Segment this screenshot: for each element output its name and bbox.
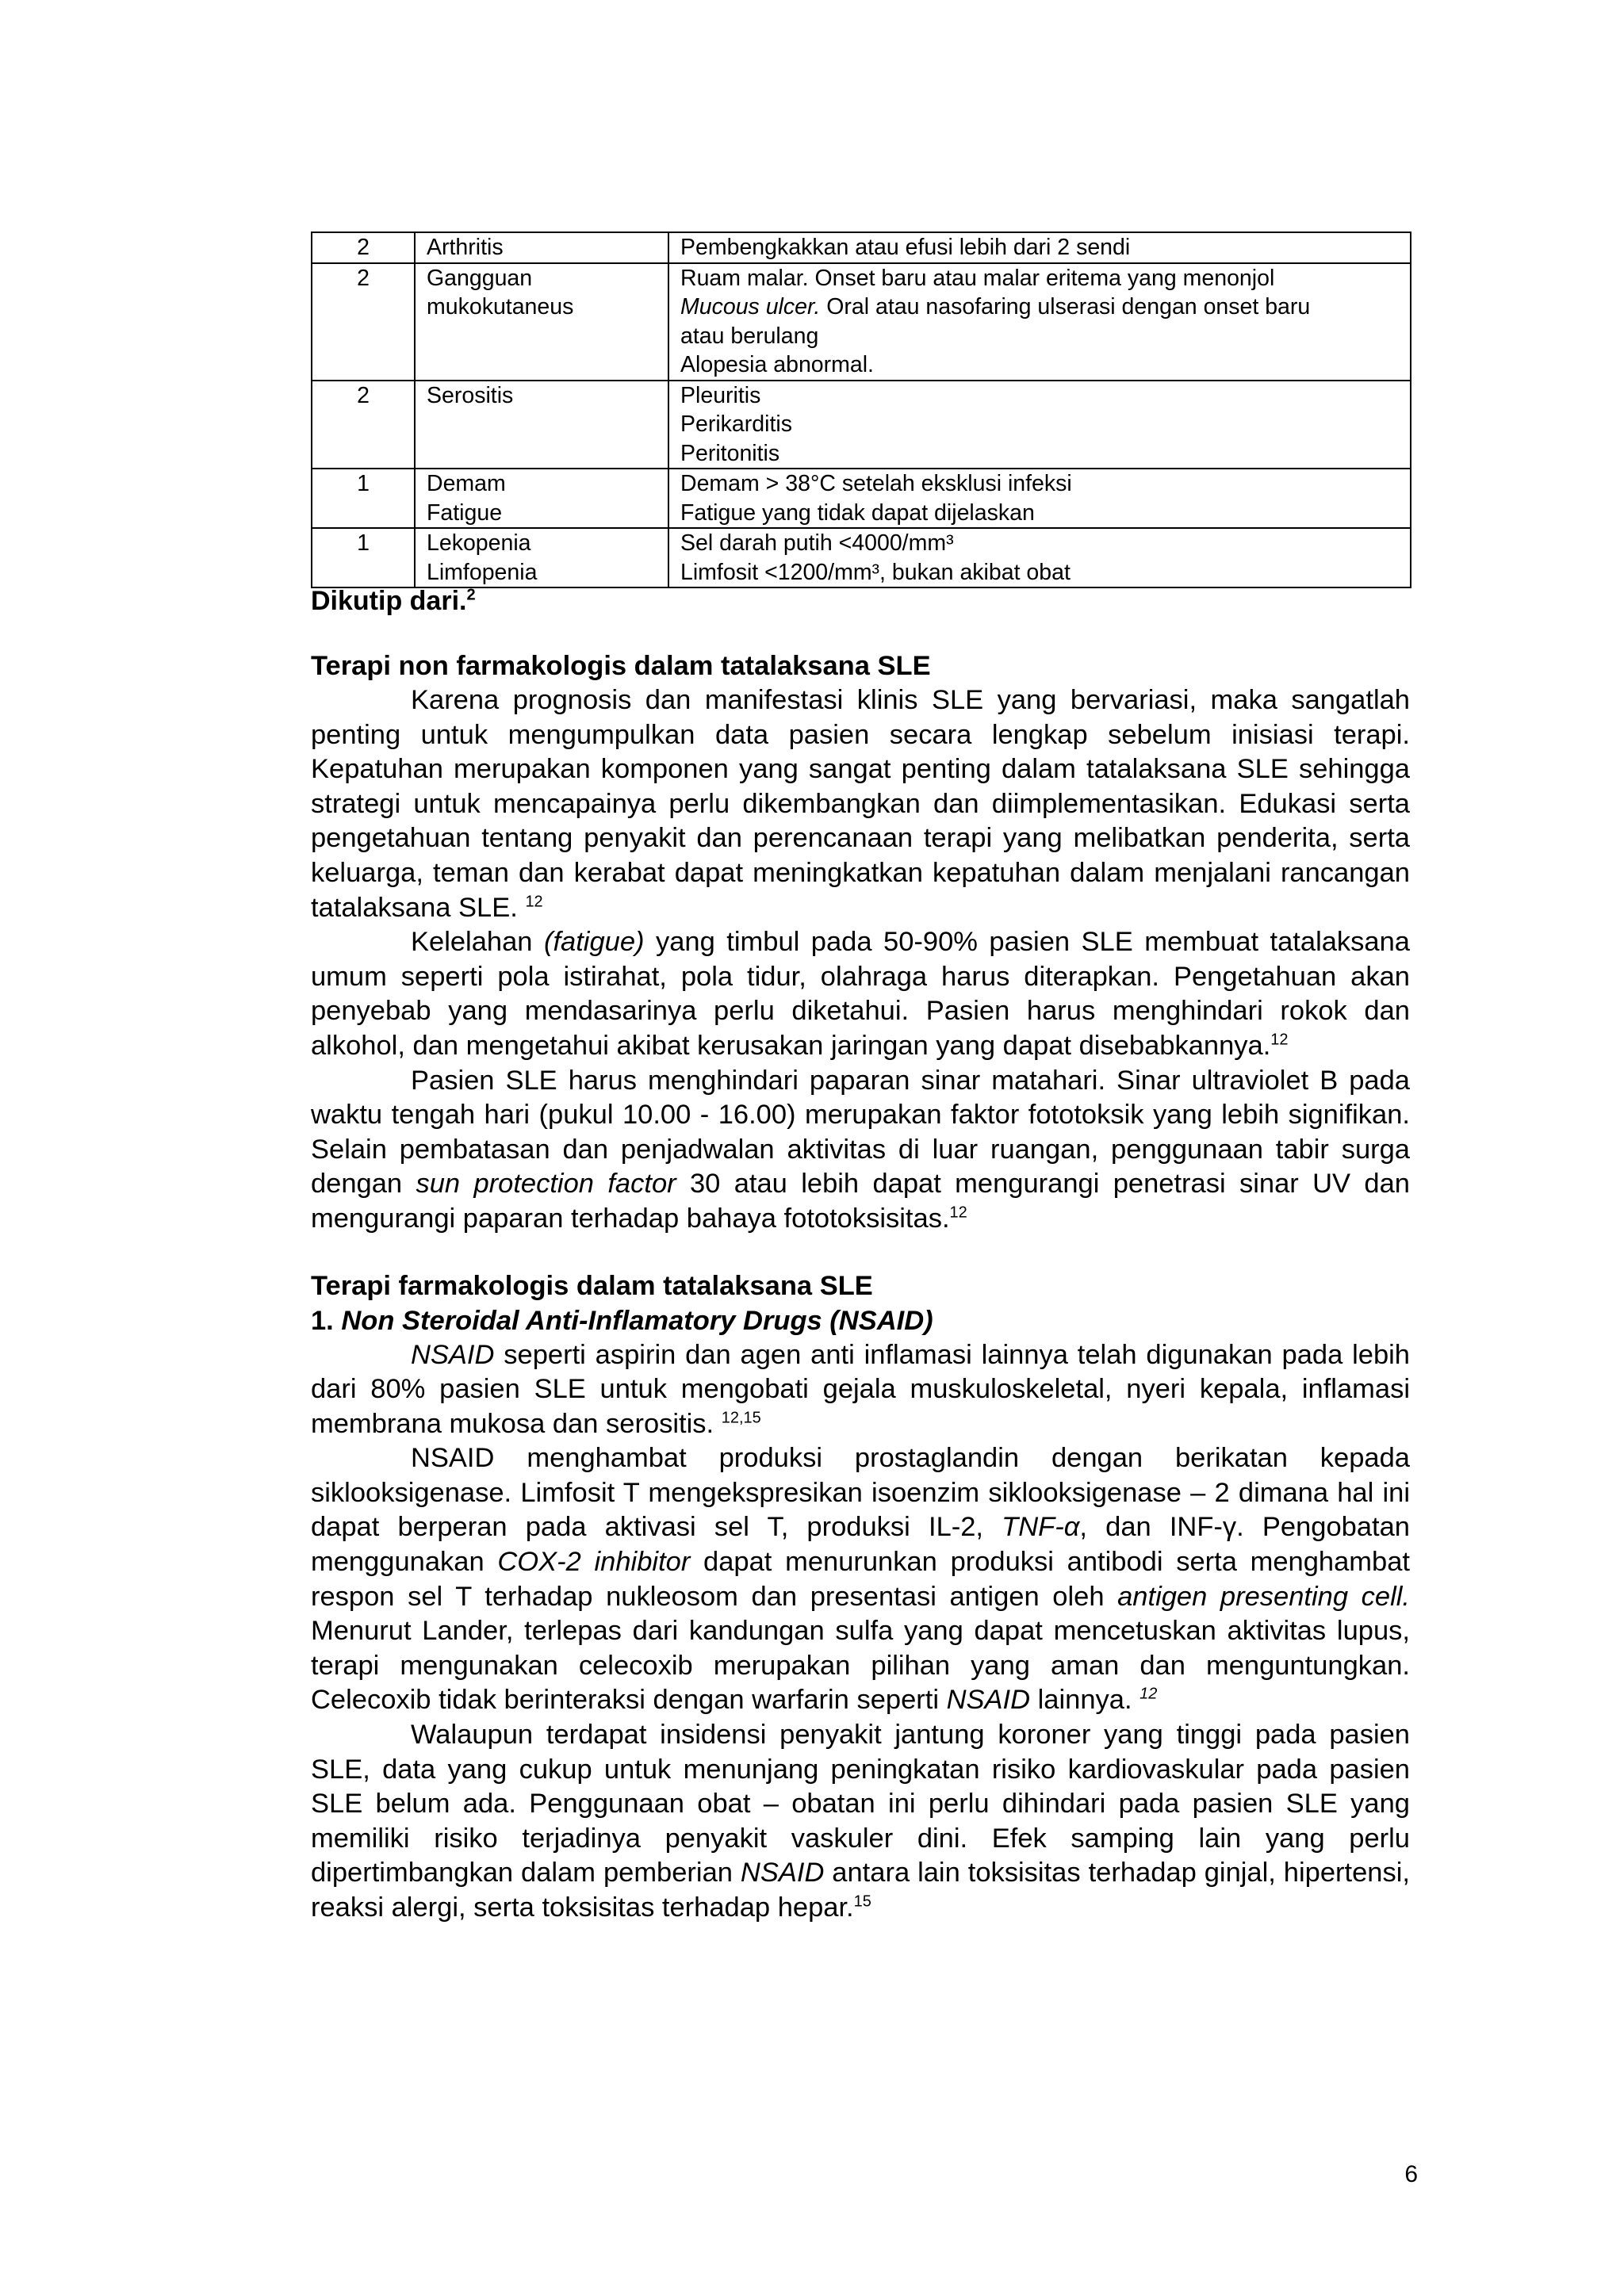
weight-cell: 1	[312, 469, 415, 528]
subsection-heading-nsaid: 1. Non Steroidal Anti-Inflamatory Drugs (NSAID)	[311, 1305, 933, 1336]
definition-cell: Pembengkakkan atau efusi lebih dari 2 sendi	[668, 232, 1411, 263]
table-row	[312, 232, 1411, 263]
paragraph: Walaupun terdapat insidensi penyakit jantung koroner yang tinggi pada pasien SLE, data yang cukup untuk menunjang peningkatan risiko kardiovaskular pada pasien SLE belum ada. Penggunaan obat – obatan ini perlu dihindari pada pasien SLE yang memiliki risiko terjadinya penyakit vaskuler dini. Efek samping lain yang perlu dipertimbangkan dalam pemberian NSAID antara lain toksisitas terhadap ginjal, hipertensi, reaksi alergi, serta toksisitas terhadap hepar.$^{15}$	[311, 1720, 1410, 1923]
weight-cell: 2	[312, 263, 415, 381]
criterion-cell: Lekopenia Limfopenia	[415, 528, 668, 587]
section-heading-non-pharmacological: Terapi non farmakologis dalam tatalaksana SLE	[311, 651, 931, 681]
table-row	[312, 469, 1411, 528]
weight-cell: 2	[312, 232, 415, 263]
table-citation: Dikutip dari.$^2$	[311, 586, 476, 616]
page-content	[311, 232, 1410, 1926]
mucous-ulcer-line: Mucous ulcer. Oral atau nasofaring ulserasi dengan onset baru	[680, 294, 1311, 320]
paragraph: Karena prognosis dan manifestasi klinis SLE yang bervariasi, maka sangatlah penting untuk mengumpulkan data pasien secara lengkap sebelum inisiasi terapi. Kepatuhan merupakan komponen yang sangat penting dalam tatalaksana SLE sehingga strategi untuk mencapainya perlu dikembangkan dan diimplementasikan. Edukasi serta pengetahuan tentang penyakit dan perencanaan terapi yang melibatkan penderita, serta keluarga, teman dan kerabat dapat meningkatkan kepatuhan dalam menjalani rancangan tatalaksana SLE. $^{12}$	[311, 685, 1410, 923]
paragraph: Pasien SLE harus menghindari paparan sinar matahari. Sinar ultraviolet B pada waktu tengah hari (pukul 10.00 - 16.00) merupakan faktor fototoksik yang lebih signifikan. Selain pembatasan dan penjadwalan aktivitas di luar ruangan, penggunaan tabir surga dengan sun protection factor 30 atau lebih dapat mengurangi penetrasi sinar UV dan mengurangi paparan terhadap bahaya fototoksisitas.$^{12}$	[311, 1065, 1410, 1234]
table-row	[312, 381, 1411, 469]
criteria-table	[311, 232, 1411, 588]
definition-cell: Ruam malar. Onset baru atau malar eritema yang menonjol Mucous ulcer. Oral atau nasofaring ulserasi dengan onset baru atau berulang Alopesia abnormal.	[668, 263, 1411, 381]
weight-cell: 1	[312, 528, 415, 587]
criterion-cell: Gangguan mukokutaneus	[415, 263, 668, 381]
paragraph: NSAID seperti aspirin dan agen anti inflamasi lainnya telah digunakan pada lebih dari 80% pasien SLE untuk mengobati gejala muskuloskeletal, nyeri kepala, inflamasi membrana mukosa dan serositis. $^{12,15}$	[311, 1339, 1410, 1439]
paragraph: Kelelahan (fatigue) yang timbul pada 50-90% pasien SLE membuat tatalaksana umum seperti pola istirahat, pola tidur, olahraga harus diterapkan. Pengetahuan akan penyebab yang mendasarinya perlu diketahui. Pasien harus menghindari rokok dan alkohol, dan mengetahui akibat kerusakan jaringan yang dapat disebabkannya.$^{12}$	[311, 927, 1410, 1061]
criterion-cell: Serositis	[415, 381, 668, 469]
paragraph: NSAID menghambat produksi prostaglandin dengan berikatan kepada siklooksigenase. Limfosit T mengekspresikan isoenzim siklooksigenase – 2 dimana hal ini dapat berperan pada aktivasi sel T, produksi IL-2, TNF-α, dan INF-γ. Pengobatan menggunakan COX-2 inhibitor dapat menurunkan produksi antibodi serta menghambat respon sel T terhadap nukleosom dan presentasi antigen oleh antigen presenting cell. Menurut Lander, terlepas dari kandungan sulfa yang dapat mencetuskan aktivitas lupus, terapi mengunakan celecoxib merupakan pilihan yang aman dan menguntungkan. Celecoxib tidak berinteraksi dengan warfarin seperti NSAID lainnya. $^{12}$	[311, 1443, 1411, 1716]
page-number: 6	[1404, 2161, 1418, 2187]
table-row	[312, 263, 1411, 381]
table-row	[312, 528, 1411, 587]
section-heading-pharmacological: Terapi farmakologis dalam tatalaksana SLE	[311, 1270, 873, 1301]
definition-cell: Pleuritis Perikarditis Peritonitis	[668, 381, 1411, 469]
criterion-cell: Demam Fatigue	[415, 469, 668, 528]
criterion-cell: Arthritis	[415, 232, 668, 263]
definition-cell: Demam > 38°C setelah eksklusi infeksi Fatigue yang tidak dapat dijelaskan	[668, 469, 1411, 528]
weight-cell: 2	[312, 381, 415, 469]
definition-cell: Sel darah putih <4000/mm³ Limfosit <1200/mm³, bukan akibat obat	[668, 528, 1411, 587]
